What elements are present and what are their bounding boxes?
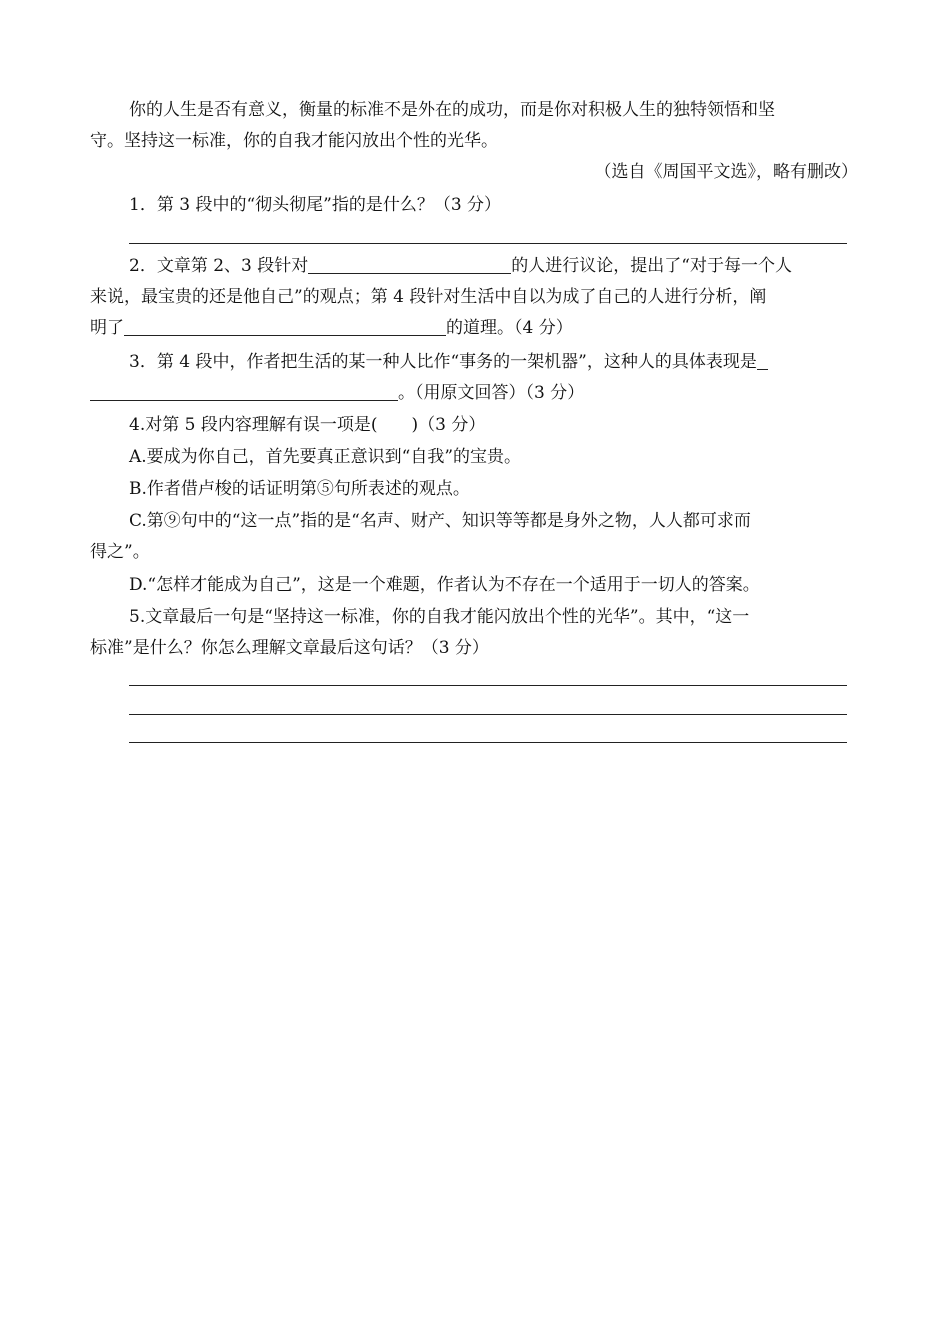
question-2-part-4: 明了 xyxy=(90,318,124,338)
question-2-line-3 xyxy=(90,315,573,341)
question-5-line-2: 标准”是什么？你怎么理解文章最后这句话？（3 分） xyxy=(90,638,489,658)
question-4-stem: 4.对第 5 段内容理解有误一项是( )（3 分） xyxy=(129,415,486,435)
answer-blank-q3-start[interactable] xyxy=(757,351,768,370)
passage-line-2: 守。坚持这一标准，你的自我才能闪放出个性的光华。 xyxy=(90,131,498,151)
question-2-line-1 xyxy=(129,253,792,279)
answer-blank-q2-b[interactable] xyxy=(124,317,446,336)
question-5-line-1: 5.文章最后一句是“坚持这一标准，你的自我才能闪放出个性的光华”。其中，“这一 xyxy=(129,607,750,627)
question-4-option-a: A.要成为你自己，首先要真正意识到“自我”的宝贵。 xyxy=(129,447,522,467)
question-2-part-1: 2．文章第 2、3 段针对 xyxy=(129,256,309,276)
answer-line-q5-2[interactable] xyxy=(129,714,847,715)
question-4-option-b: B.作者借卢梭的话证明第⑤句所表述的观点。 xyxy=(129,479,470,499)
question-4-option-c-line-2: 得之”。 xyxy=(90,542,150,562)
passage-line-1: 你的人生是否有意义，衡量的标准不是外在的成功，而是你对积极人生的独特领悟和坚 xyxy=(129,100,775,120)
question-4-option-c-line-1: C.第⑨句中的“这一点”指的是“名声、财产、知识等等都是身外之物，人人都可求而 xyxy=(129,511,751,531)
question-3-part-2: 。（用原文回答）（3 分） xyxy=(398,383,585,403)
question-2-part-5: 的道理。（4 分） xyxy=(446,318,573,338)
question-4-option-d: D.“怎样才能成为自己”，这是一个难题，作者认为不存在一个适用于一切人的答案。 xyxy=(129,575,760,595)
passage-source: （选自《周国平文选》，略有删改） xyxy=(594,162,858,182)
answer-line-q5-1[interactable] xyxy=(129,685,847,686)
question-2-part-2: 的人进行议论，提出了“对于每一个人 xyxy=(511,256,792,276)
question-2-line-2: 来说，最宝贵的还是他自己”的观点；第 4 段针对生活中自以为成了自己的人进行分析，阐 xyxy=(90,287,767,307)
answer-blank-q2-a[interactable] xyxy=(308,255,511,274)
question-3-line-1 xyxy=(129,349,768,375)
answer-blank-q3[interactable] xyxy=(90,382,398,401)
answer-line-q1[interactable] xyxy=(129,243,847,244)
question-3-part-1: 3．第 4 段中，作者把生活的某一种人比作“事务的一架机器”，这种人的具体表现是 xyxy=(129,352,757,372)
question-3-line-2 xyxy=(90,380,584,406)
question-1: 1．第 3 段中的“彻头彻尾”指的是什么？（3 分） xyxy=(129,195,502,215)
answer-line-q5-3[interactable] xyxy=(129,742,847,743)
